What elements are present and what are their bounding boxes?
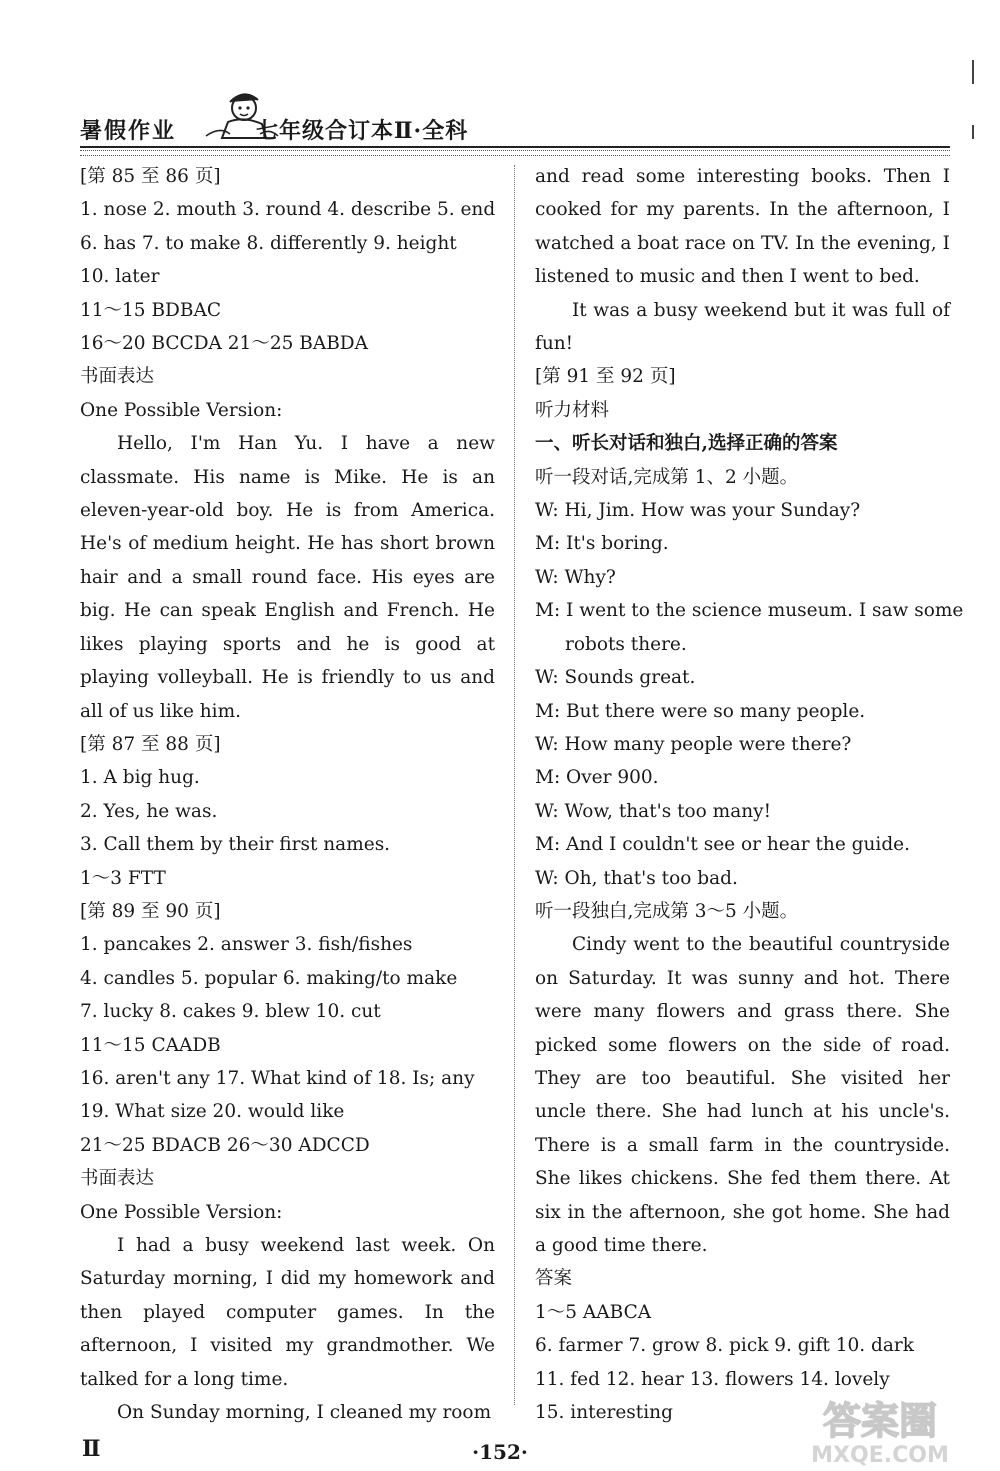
answer-line: 7. lucky 8. cakes 9. blew 10. cut <box>80 1001 381 1023</box>
instruction-line: 听一段独白,完成第 3～5 小题。 <box>535 900 799 922</box>
version-label: One Possible Version: <box>80 399 283 421</box>
section-heading: [第 85 至 86 页] <box>80 166 221 187</box>
dialogue-line: W: Wow, that's too many! <box>535 800 772 822</box>
header-rule <box>80 146 950 148</box>
answer-line: 2. Yes, he was. <box>80 800 218 822</box>
answer-line: 15. interesting <box>535 1402 673 1424</box>
answer-line: 16. aren't any 17. What kind of 18. Is; any <box>80 1067 475 1089</box>
edge-mark <box>972 60 974 84</box>
answer-line: 11. fed 12. hear 13. flowers 14. lovely <box>535 1368 890 1390</box>
volume-number: Ⅱ <box>82 1436 101 1462</box>
answer-line: 4. candles 5. popular 6. making/to make <box>80 967 458 989</box>
answer-line: 11～15 BDBAC <box>80 299 221 321</box>
page-header <box>80 86 950 156</box>
part-heading: 一、听长对话和独白,选择正确的答案 <box>535 433 838 455</box>
section-heading: [第 89 至 90 页] <box>80 900 221 922</box>
right-column <box>535 160 964 1429</box>
answer-line: 1. nose 2. mouth 3. round 4. describe 5. end <box>80 199 496 221</box>
dialogue-line: M: And I couldn't see or hear the guide. <box>535 834 911 856</box>
dialogue-line: M: But there were so many people. <box>535 700 866 722</box>
watermark-text: 答案圈 <box>822 1399 938 1443</box>
answer-line: 1. A big hug. <box>80 767 200 789</box>
answer-line: 11～15 CAADB <box>80 1034 221 1056</box>
dialogue-line: M: It's boring. <box>535 533 669 555</box>
dialogue-line: robots there. <box>565 633 687 655</box>
writing-label: 书面表达 <box>80 366 155 388</box>
listening-label: 听力材料 <box>535 399 610 421</box>
series-title: 暑假作业 <box>80 118 177 144</box>
essay-paragraph: Hello, I'm Han Yu. I have a new classmate. His name is Mike. He is an eleven-year-old boy. He is from America. He's of medium height. He has short brown hair and a small round face. His eyes are big. He can speak English and French. He likes playing sports and he is good at playing volleyball. He is friendly to us and all of us like him. <box>80 433 495 722</box>
watermark-url: MXQE.COM <box>811 1443 949 1467</box>
section-heading: [第 87 至 88 页] <box>80 733 221 755</box>
dialogue-line: W: Hi, Jim. How was your Sunday? <box>535 500 861 522</box>
answer-line: 6. farmer 7. grow 8. pick 9. gift 10. dark <box>535 1335 914 1357</box>
writing-label: 书面表达 <box>80 1168 155 1190</box>
monologue-paragraph: Cindy went to the beautiful countryside on Saturday. It was sunny and hot. There were many flowers and grass there. She picked some flowers on the side of road. They are too beautiful. She visited her uncle there. She had lunch at his uncle's. There is a small farm in the countryside. She likes chickens. She fed them there. At six in the afternoon, she got home. She had a good time there. <box>535 934 950 1256</box>
left-column <box>80 160 495 1429</box>
page-number: ·152· <box>472 1440 528 1464</box>
edge-mark <box>972 125 974 139</box>
dialogue-line: M: Over 900. <box>535 767 659 789</box>
answer-line: 1. pancakes 2. answer 3. fish/fishes <box>80 934 413 956</box>
dialogue-line: M: I went to the science museum. I saw some <box>535 600 964 622</box>
version-label: One Possible Version: <box>80 1201 283 1223</box>
answer-line: 1～3 FTT <box>80 867 166 889</box>
answer-line: 19. What size 20. would like <box>80 1101 345 1123</box>
answer-line: 3. Call them by their first names. <box>80 834 391 856</box>
answer-line: 16～20 BCCDA 21～25 BABDA <box>80 333 368 355</box>
header-rule-dotted <box>80 150 950 156</box>
dialogue-line: W: How many people were there? <box>535 733 852 755</box>
answers-label: 答案 <box>535 1268 573 1290</box>
dialogue-line: W: Why? <box>535 566 616 588</box>
dialogue-line: W: Sounds great. <box>535 667 696 689</box>
essay-paragraph: I had a busy weekend last week. On Saturday morning, I did my homework and then played computer games. In the afternoon, I visited my grandmother. We talked for a long time. <box>80 1235 495 1390</box>
answer-line: 21～25 BDACB 26～30 ADCCD <box>80 1134 370 1156</box>
answer-line: 10. later <box>80 266 160 288</box>
answer-line: 6. has 7. to make 8. differently 9. height <box>80 232 457 254</box>
column-divider <box>514 165 515 1405</box>
instruction-line: 听一段对话,完成第 1、2 小题。 <box>535 466 799 488</box>
section-heading: [第 91 至 92 页] <box>535 366 676 388</box>
essay-paragraph: It was a busy weekend but it was full of fun! <box>535 299 950 355</box>
book-title: 七年级合订本Ⅱ·全科 <box>256 118 469 144</box>
dialogue-line: W: Oh, that's too bad. <box>535 867 738 889</box>
essay-paragraph: On Sunday morning, I cleaned my room <box>117 1402 492 1424</box>
answer-line: 1～5 AABCA <box>535 1301 652 1323</box>
essay-paragraph-continued: and read some interesting books. Then I cooked for my parents. In the afternoon, I watched a boat race on TV. In the evening, I listened to music and then I went to bed. <box>535 166 950 288</box>
watermark-logo <box>780 1392 980 1467</box>
